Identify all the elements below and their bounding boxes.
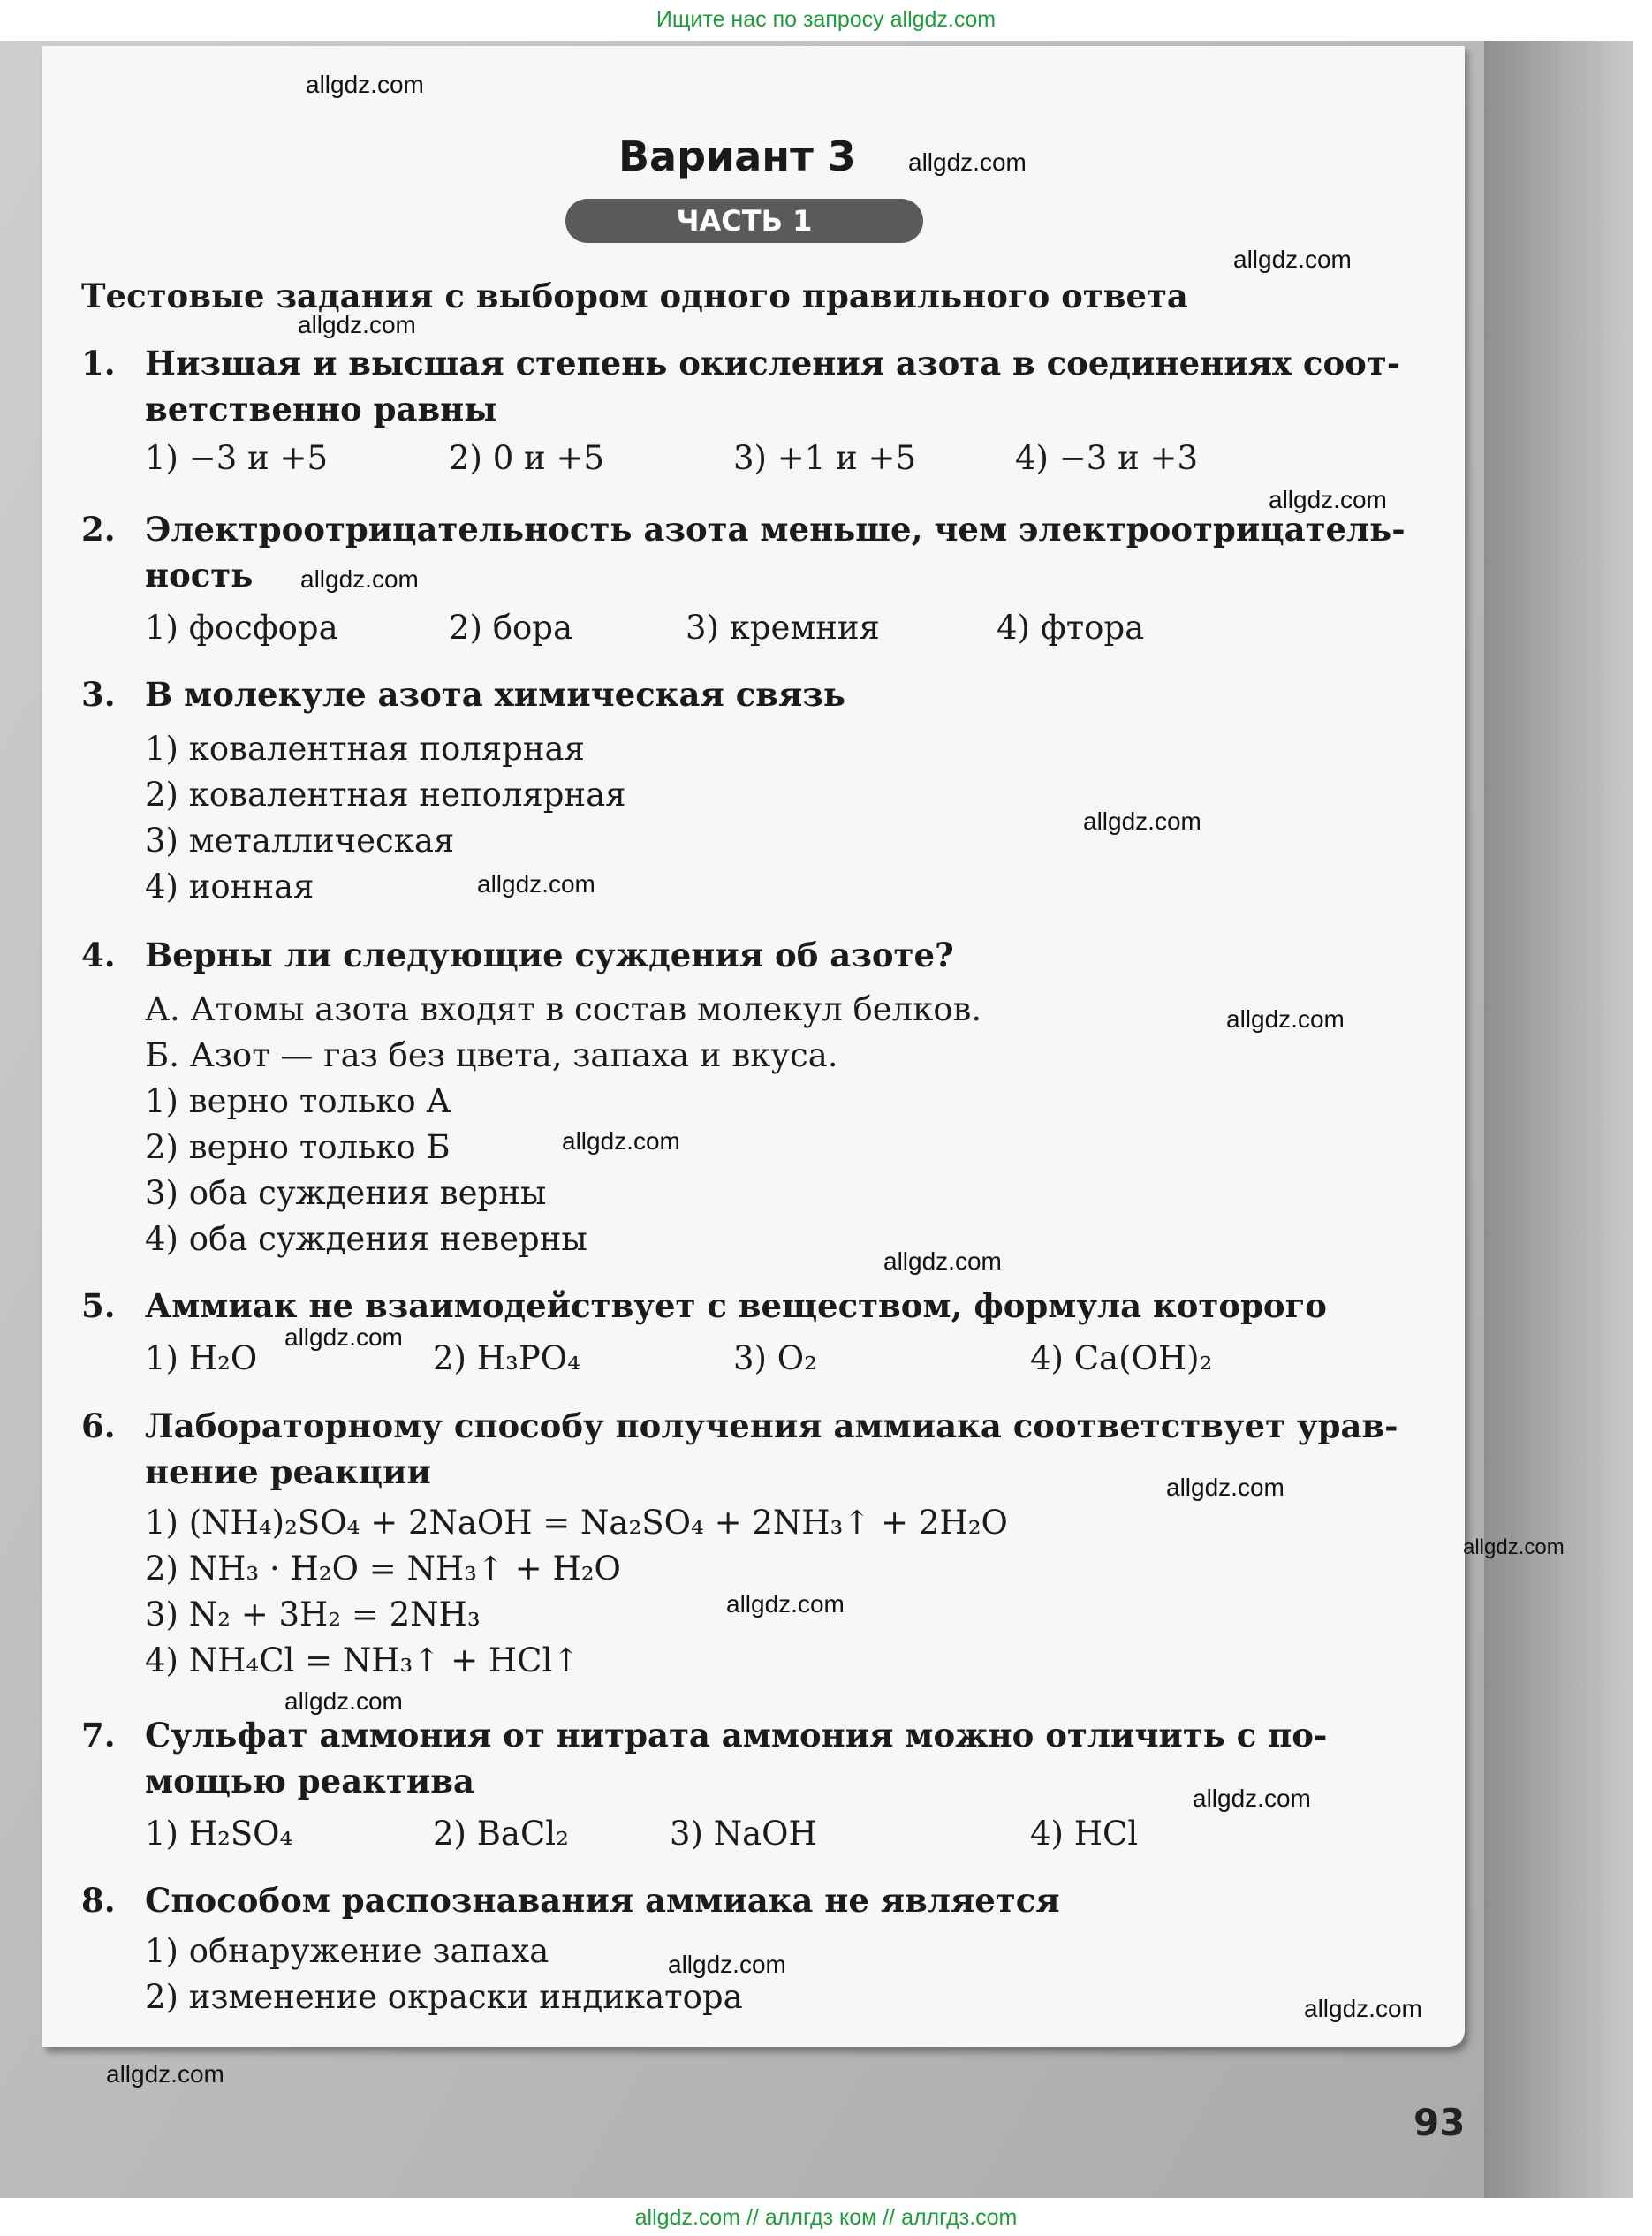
option: 4) Ca(OH)₂: [1030, 1339, 1213, 1377]
watermark: allgdz.com: [1463, 1535, 1565, 1559]
question-text: Лабораторному способу получения аммиака соответствует урав-: [145, 1406, 1398, 1445]
option: 3) NaOH: [670, 1815, 817, 1853]
option: 3) кремния: [686, 609, 880, 647]
top-banner[interactable]: Ищите нас по запросу allgdz.com: [655, 7, 997, 32]
watermark: allgdz.com: [908, 148, 1027, 176]
watermark: allgdz.com: [298, 311, 416, 338]
stem-part: с веществом, формула которого: [695, 1286, 1327, 1325]
question-5: [81, 1283, 1424, 1385]
watermark: allgdz.com: [1226, 1005, 1345, 1033]
question-text: [145, 1283, 1424, 1329]
question-text: Низшая и высшая степень окисления азота в соединениях соот-: [145, 344, 1401, 383]
option: 4) оба суждения неверны: [145, 1220, 587, 1258]
question-4: [81, 932, 1424, 1262]
question-number: 1.: [81, 344, 116, 383]
option: 4) −3 и +3: [1015, 439, 1199, 477]
option: 3) +1 и +5: [733, 439, 917, 477]
option: 3) N₂ + 3H₂ = 2NH₃: [145, 1596, 481, 1633]
option: 4) ионная: [145, 868, 314, 906]
watermark: allgdz.com: [300, 565, 419, 593]
option: 1) H₂O: [145, 1339, 258, 1377]
question-number: 7.: [81, 1716, 116, 1755]
options-row: [145, 436, 1424, 485]
question-3: [81, 671, 1424, 910]
watermark: allgdz.com: [1193, 1785, 1311, 1812]
variant-title: Вариант 3: [618, 133, 856, 180]
question-text: нение реакции: [145, 1452, 431, 1491]
question-1: [81, 340, 1424, 485]
scan-shadow: [1484, 41, 1633, 2198]
option: 3) O₂: [733, 1339, 817, 1377]
question-text: Верны ли следующие суждения об азоте?: [145, 936, 954, 974]
option: 1) −3 и +5: [145, 439, 329, 477]
section-heading: Тестовые задания с выбором одного правильного ответа: [81, 277, 1188, 315]
stem-part: Способом распознавания аммиака: [145, 1881, 825, 1920]
question-number: 2.: [81, 510, 116, 549]
question-text: Электроотрицательность азота меньше, чем электроотрицатель-: [145, 510, 1406, 549]
question-number: 4.: [81, 936, 116, 974]
option: 1) ковалентная полярная: [145, 730, 585, 768]
question-number: 6.: [81, 1406, 116, 1445]
question-text: ветственно равны: [145, 390, 497, 428]
stem-emphasis: не взаимодействует: [308, 1286, 696, 1325]
statement-a: А. Атомы азота входят в состав молекул белков.: [145, 990, 982, 1028]
page-number: 93: [1413, 2101, 1466, 2144]
question-8: [81, 1877, 1424, 2020]
option: 2) ковалентная неполярная: [145, 776, 626, 814]
stem-emphasis: не является: [824, 1881, 1060, 1920]
watermark: allgdz.com: [1083, 807, 1201, 835]
watermark: allgdz.com: [883, 1247, 1002, 1275]
option: 2) 0 и +5: [449, 439, 605, 477]
question-number: 5.: [81, 1286, 116, 1325]
watermark: allgdz.com: [726, 1590, 845, 1618]
part-badge: ЧАСТЬ 1: [565, 199, 923, 243]
option: 4) NH₄Cl = NH₃↑ + HCl↑: [145, 1641, 580, 1679]
question-2: [81, 506, 1424, 655]
option: 2) верно только Б: [145, 1128, 451, 1166]
watermark: allgdz.com: [306, 71, 424, 98]
question-number: 8.: [81, 1881, 116, 1920]
option: 1) фосфора: [145, 609, 338, 647]
question-6: [81, 1403, 1424, 1684]
question-text: [145, 1877, 1424, 1923]
watermark: allgdz.com: [1304, 1995, 1422, 2022]
question-text: В молекуле азота химическая связь: [145, 675, 846, 714]
option: 1) обнаружение запаха: [145, 1932, 549, 1970]
option: 3) металлическая: [145, 822, 455, 860]
statement-b: Б. Азот — газ без цвета, запаха и вкуса.: [145, 1036, 838, 1074]
watermark: allgdz.com: [284, 1687, 403, 1715]
watermark: allgdz.com: [1233, 246, 1352, 273]
option: 1) (NH₄)₂SO₄ + 2NaOH = Na₂SO₄ + 2NH₃↑ + 2H₂O: [145, 1504, 1008, 1542]
option: 2) изменение окраски индикатора: [145, 1978, 743, 2016]
option: 1) верно только А: [145, 1082, 451, 1120]
question-text: Сульфат аммония от нитрата аммония можно отличить с по-: [145, 1716, 1328, 1755]
option: 2) бора: [449, 609, 573, 647]
question-number: 3.: [81, 675, 116, 714]
option: 4) фтора: [997, 609, 1145, 647]
question-text: мощью реактива: [145, 1762, 474, 1800]
option: 2) NH₃ · H₂O = NH₃↑ + H₂O: [145, 1550, 621, 1588]
option: 2) BaCl₂: [433, 1815, 569, 1853]
watermark: allgdz.com: [1269, 486, 1387, 513]
options-row: [145, 1811, 1424, 1861]
bottom-banner[interactable]: allgdz.com // аллгдз ком // аллгдз.com: [634, 2205, 1018, 2230]
watermark: allgdz.com: [668, 1951, 786, 1978]
stem-part: Аммиак: [145, 1286, 309, 1325]
option: 2) H₃PO₄: [433, 1339, 580, 1377]
question-text: ность: [145, 556, 254, 595]
watermark: allgdz.com: [562, 1127, 680, 1155]
options-row: [145, 605, 1424, 655]
watermark: allgdz.com: [1166, 1474, 1284, 1501]
option: 4) HCl: [1030, 1815, 1139, 1853]
option: 3) оба суждения верны: [145, 1174, 547, 1212]
watermark: allgdz.com: [477, 870, 595, 898]
watermark: allgdz.com: [284, 1323, 403, 1351]
option: 1) H₂SO₄: [145, 1815, 293, 1853]
watermark: allgdz.com: [106, 2060, 224, 2088]
